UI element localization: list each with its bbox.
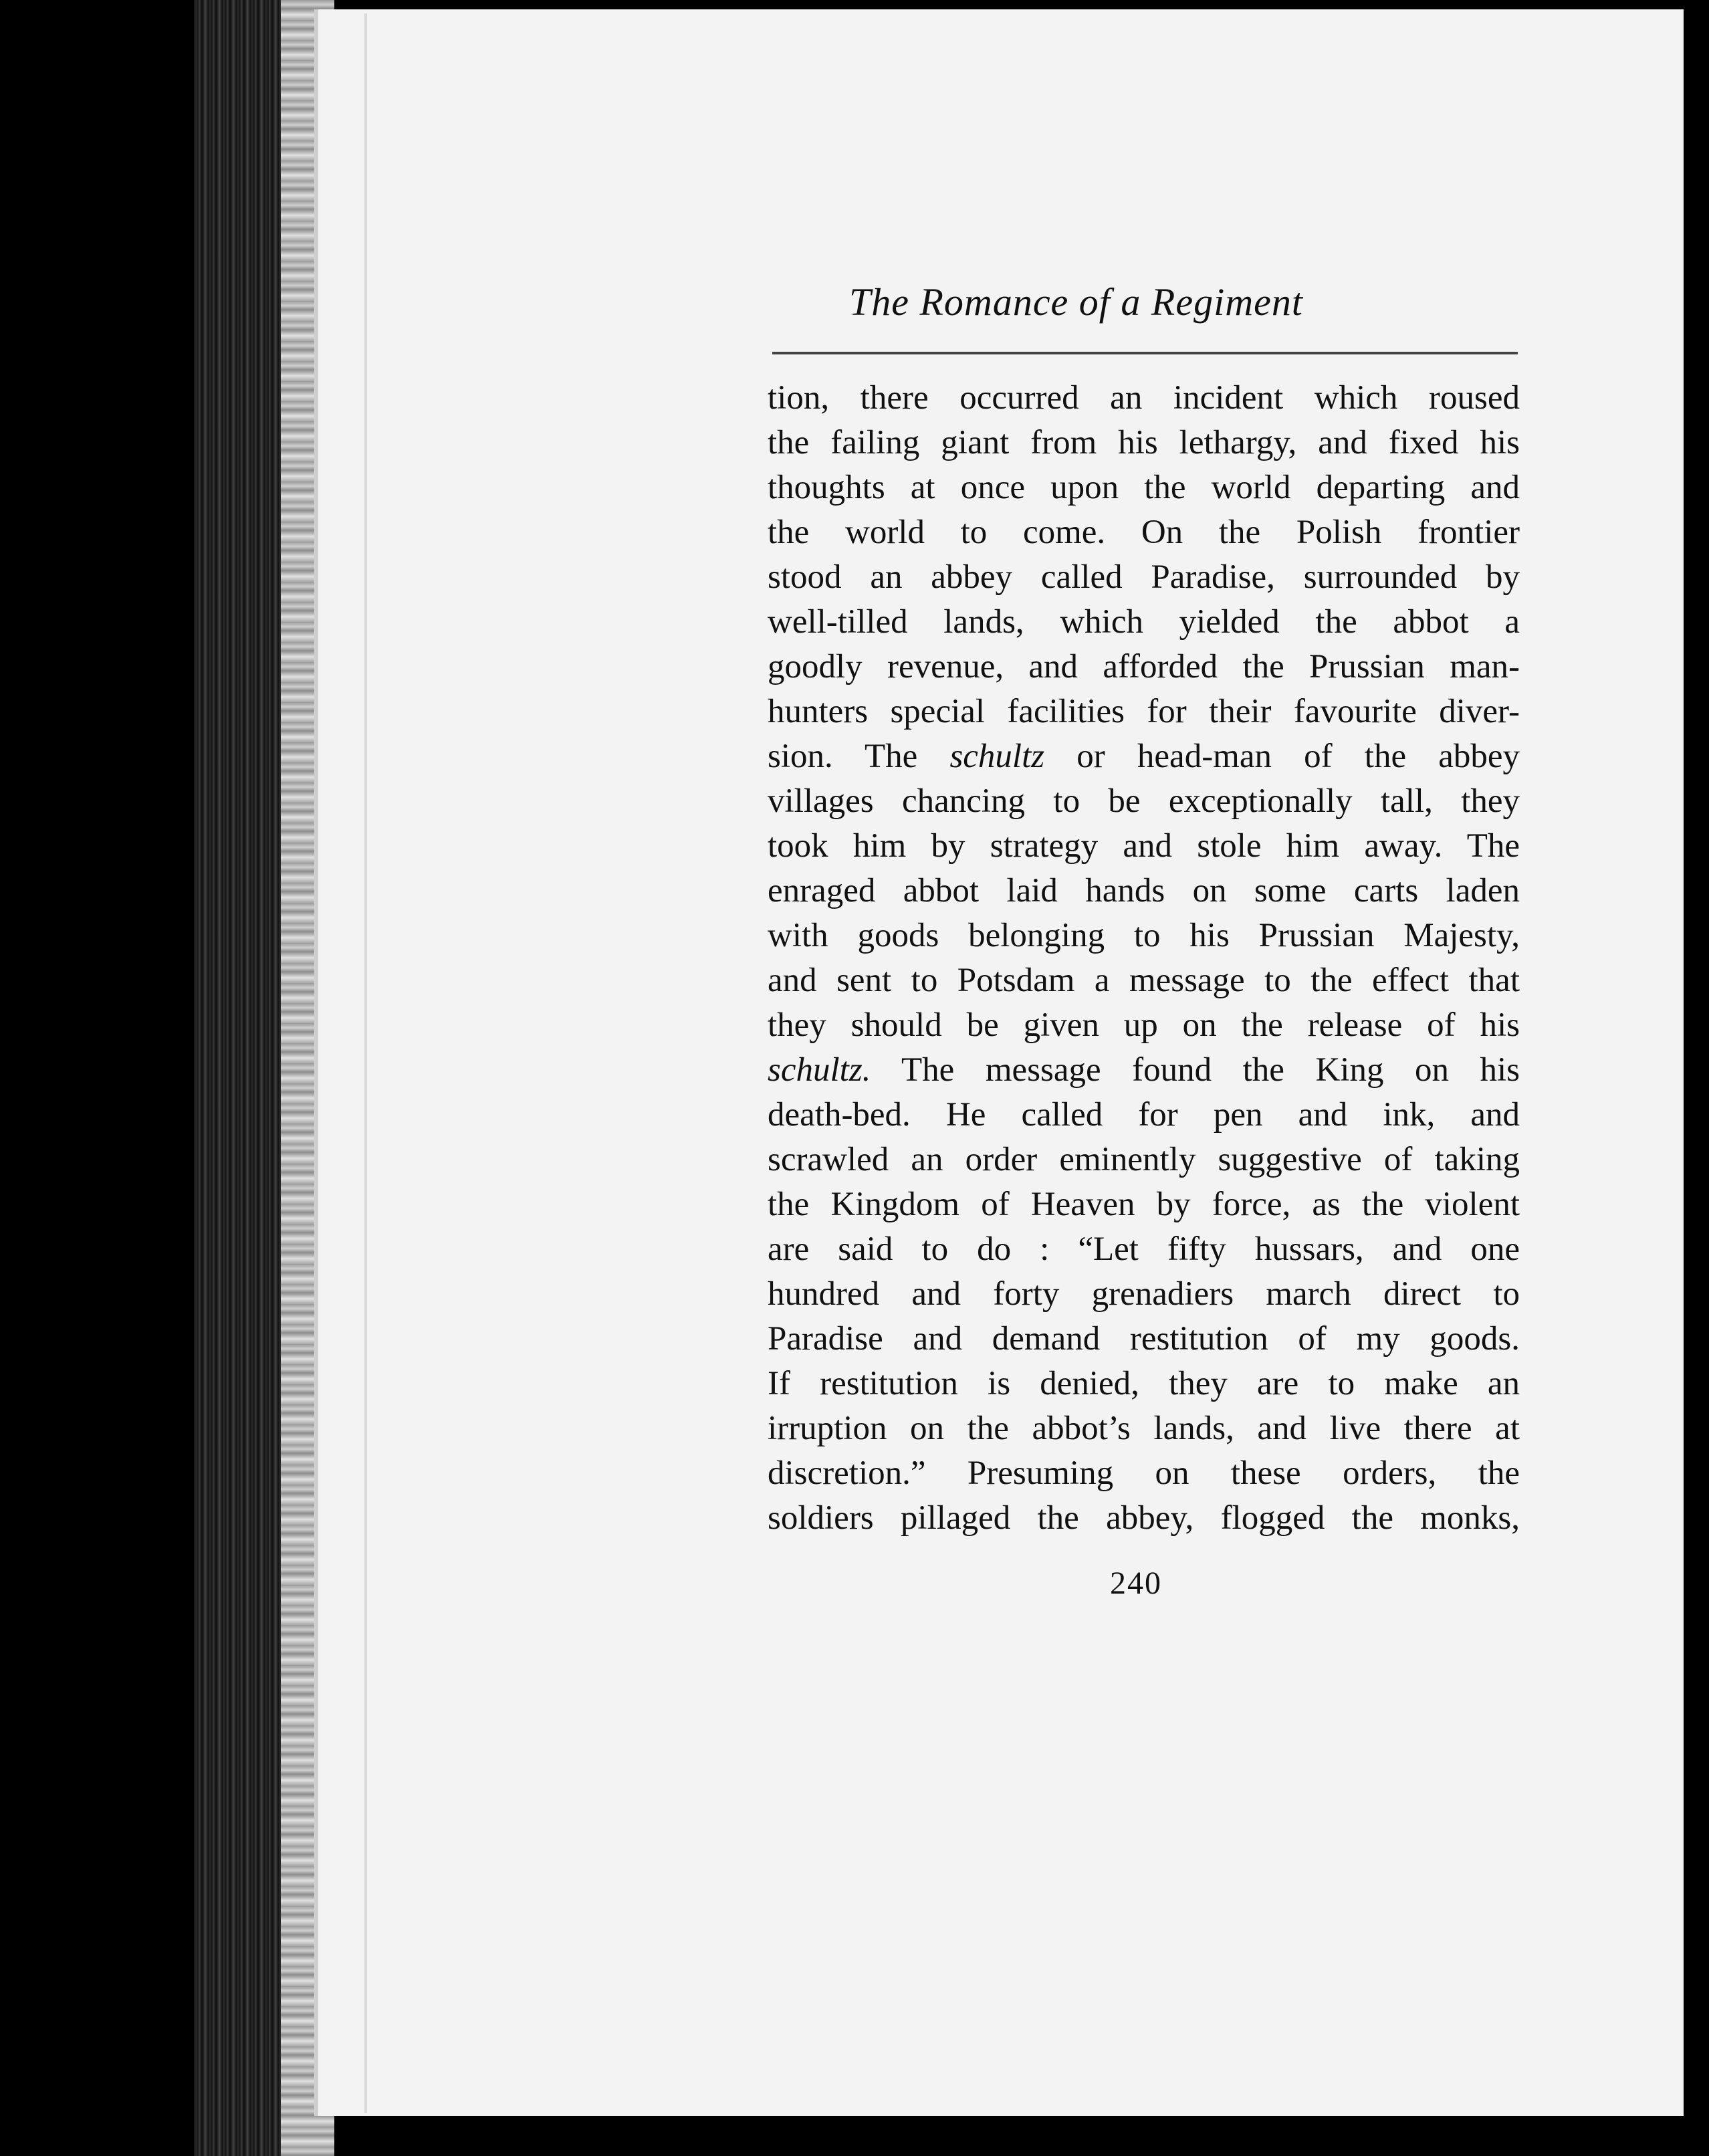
text-line (768, 958, 1520, 1003)
line-segment: or head-man of the abbey (1044, 738, 1520, 775)
line-segment: they should be given up on the release of his (768, 1006, 1520, 1044)
line-segment: sion. The (768, 738, 950, 775)
line-segment: the world to come. On the Polish frontier (768, 514, 1520, 551)
line-segment: discretion.” Presuming on these orders, the (768, 1454, 1520, 1492)
line-segment: goodly revenue, and afforded the Prussian man- (768, 648, 1520, 685)
text-line (768, 1451, 1520, 1496)
text-line (768, 421, 1520, 465)
italic-word: schultz (949, 738, 1045, 775)
text-line (768, 1093, 1520, 1138)
line-segment: hundred and forty grenadiers march direct to (768, 1275, 1520, 1313)
text-line (768, 1048, 1520, 1093)
text-line (768, 913, 1520, 958)
running-head: The Romance of a Regiment (849, 280, 1303, 324)
text-line (768, 465, 1520, 510)
line-segment: Paradise and demand restitution of my goods. (768, 1320, 1520, 1358)
line-segment: villages chancing to be exceptionally tall, they (768, 782, 1520, 820)
line-segment: enraged abbot laid hands on some carts laden (768, 872, 1520, 909)
line-segment: irruption on the abbot’s lands, and live there at (768, 1410, 1520, 1447)
line-segment: hunters special facilities for their favourite diver- (768, 693, 1520, 730)
line-segment: The message found the King on his (871, 1051, 1520, 1089)
text-line (768, 1496, 1520, 1541)
line-segment: well-tilled lands, which yielded the abbot a (768, 603, 1520, 641)
text-line (768, 1317, 1520, 1362)
text-line (768, 869, 1520, 913)
line-segment: took him by strategy and stole him away. The (768, 827, 1520, 865)
line-segment: death-bed. He called for pen and ink, and (768, 1096, 1520, 1134)
line-segment: tion, there occurred an incident which roused (768, 379, 1520, 417)
line-segment: the failing giant from his lethargy, and fixed his (768, 424, 1520, 461)
text-line (768, 689, 1520, 734)
line-segment: the Kingdom of Heaven by force, as the violent (768, 1186, 1520, 1223)
page-number: 240 (1110, 1566, 1162, 1601)
text-line (768, 376, 1520, 421)
line-segment: are said to do : “Let fifty hussars, and one (768, 1230, 1520, 1268)
italic-word: schultz. (768, 1051, 871, 1089)
body-text (768, 376, 1520, 1541)
line-segment: scrawled an order eminently suggestive of taking (768, 1141, 1520, 1178)
text-line (768, 645, 1520, 689)
text-line (768, 1272, 1520, 1317)
page-gutter-line (364, 13, 367, 2113)
scan-border-right (1684, 0, 1709, 2156)
text-line (768, 1406, 1520, 1451)
line-segment: thoughts at once upon the world departing and (768, 469, 1520, 506)
line-segment: with goods belonging to his Prussian Majesty, (768, 917, 1520, 954)
text-line (768, 555, 1520, 600)
text-line (768, 779, 1520, 824)
text-line (768, 510, 1520, 555)
line-segment: and sent to Potsdam a message to the effect that (768, 962, 1520, 999)
text-line (768, 734, 1520, 779)
text-line (768, 600, 1520, 645)
text-line (768, 1362, 1520, 1406)
line-segment: soldiers pillaged the abbey, flogged the monks, (768, 1499, 1520, 1537)
header-rule (772, 352, 1518, 354)
line-segment: If restitution is denied, they are to make an (768, 1365, 1520, 1402)
line-segment: stood an abbey called Paradise, surrounded by (768, 558, 1520, 596)
text-line (768, 824, 1520, 869)
text-line (768, 1138, 1520, 1182)
text-line (768, 1182, 1520, 1227)
text-line (768, 1003, 1520, 1048)
text-line (768, 1227, 1520, 1272)
